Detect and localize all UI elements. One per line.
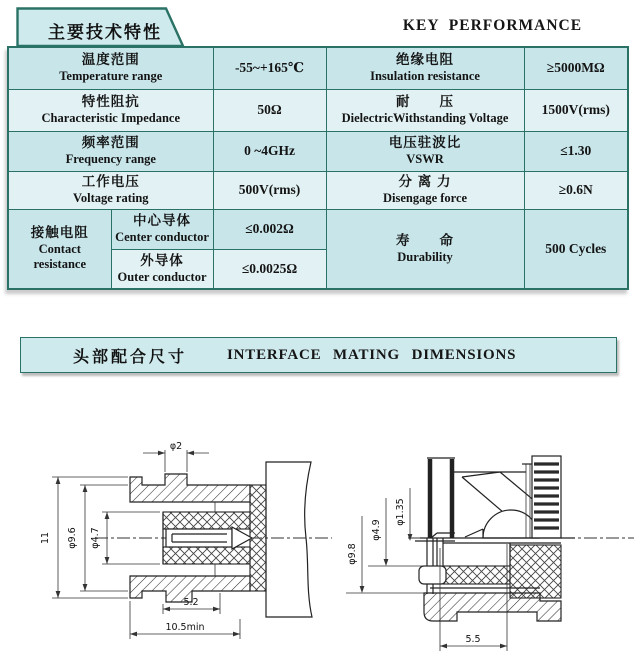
label-en: Contact resistance <box>33 242 87 272</box>
value: 1500V(rms) <box>541 102 610 117</box>
label-cn: 耐 压 <box>396 94 455 110</box>
label-cn: 接触电阻 <box>30 225 89 241</box>
label-en: Frequency range <box>65 151 156 166</box>
cell-voltage-value <box>213 171 326 209</box>
section2-title-en: INTERFACE MATING DIMENSIONS <box>227 346 517 363</box>
label-cn: 工作电压 <box>81 174 140 190</box>
cell-contact-resistance <box>8 209 111 289</box>
cell-temperature-value <box>213 47 326 89</box>
cell-insulation-value <box>524 47 628 89</box>
label-cn: 中心导体 <box>133 213 191 229</box>
label-cn: 特性阻抗 <box>81 94 140 110</box>
label-en: VSWR <box>406 151 444 166</box>
value: 50Ω <box>257 102 282 117</box>
cell-durability <box>326 209 524 289</box>
dim-label-dia96: φ9.6 <box>67 527 78 549</box>
label-cn: 频率范围 <box>81 135 140 151</box>
cell-voltage-rating <box>8 171 213 209</box>
interface-dimensions-header <box>20 337 617 373</box>
cell-outer-conductor <box>111 249 213 289</box>
cell-durability-value <box>524 209 628 289</box>
cell-frequency-range <box>8 131 213 171</box>
label-en: Outer conductor <box>117 269 207 284</box>
cell-temperature-range <box>8 47 213 89</box>
value: ≥0.6N <box>558 182 593 197</box>
cell-center-conductor-value <box>213 209 326 249</box>
label-en: Temperature range <box>59 69 163 84</box>
dim-label-52: 5.2 <box>183 597 199 608</box>
label-cn: 温度范围 <box>81 52 140 68</box>
cell-center-conductor <box>111 209 213 249</box>
cell-disengage-value <box>524 171 628 209</box>
value: ≥5000MΩ <box>546 60 605 76</box>
dim-label-dia47: φ4.7 <box>90 527 101 549</box>
label-cn: 寿 命 <box>396 232 455 248</box>
cell-withstanding-value <box>524 89 628 131</box>
label-en: DielectricWithstanding Voltage <box>341 110 509 125</box>
key-performance-tab <box>16 7 191 47</box>
label-en: Durability <box>397 249 453 264</box>
section-title-en: KEY PERFORMANCE <box>402 17 583 34</box>
dim-label-dia135: φ1.35 <box>395 498 406 526</box>
label-en: Characteristic Impedance <box>41 110 181 125</box>
cell-withstanding-voltage <box>326 89 524 131</box>
label-en: Voltage rating <box>72 190 149 205</box>
dim-label-dia2: φ2 <box>169 441 183 452</box>
cell-vswr <box>326 131 524 171</box>
label-cn: 绝缘电阻 <box>396 52 455 68</box>
value: 0 ~4GHz <box>244 143 295 158</box>
cell-vswr-value <box>524 131 628 171</box>
dim-label-55: 5.5 <box>465 634 481 645</box>
left-connector-drawing <box>40 441 332 639</box>
value: ≤1.30 <box>560 143 592 158</box>
cell-frequency-value <box>213 131 326 171</box>
value: 500 Cycles <box>545 240 607 256</box>
cell-disengage-force <box>326 171 524 209</box>
label-cn: 电压驻波比 <box>388 135 462 151</box>
cell-impedance-value <box>213 89 326 131</box>
section2-title-cn: 头部配合尺寸 <box>73 348 188 366</box>
label-en: Disengage force <box>382 190 468 205</box>
value: -55~+165℃ <box>234 60 305 76</box>
dim-label-dia49: φ4.9 <box>371 519 382 541</box>
cell-insulation-resistance <box>326 47 524 89</box>
cell-characteristic-impedance <box>8 89 213 131</box>
value: ≤0.0025Ω <box>241 260 298 276</box>
dim-label-11: 11 <box>40 531 51 545</box>
dim-label-105min: 10.5min <box>165 622 205 633</box>
label-cn: 分 离 力 <box>398 174 452 190</box>
section-title-cn: 主要技术特性 <box>48 23 162 42</box>
spec-table <box>7 46 629 290</box>
label-cn: 外导体 <box>140 252 184 268</box>
value: 500V(rms) <box>238 182 301 197</box>
value: ≤0.002Ω <box>245 221 294 236</box>
right-connector-drawing <box>346 456 634 651</box>
label-en: Insulation resistance <box>370 69 480 84</box>
label-en: Center conductor <box>115 229 209 244</box>
cell-outer-conductor-value <box>213 249 326 289</box>
mating-dimension-drawings <box>0 420 636 659</box>
dim-label-dia98: φ9.8 <box>347 543 358 565</box>
